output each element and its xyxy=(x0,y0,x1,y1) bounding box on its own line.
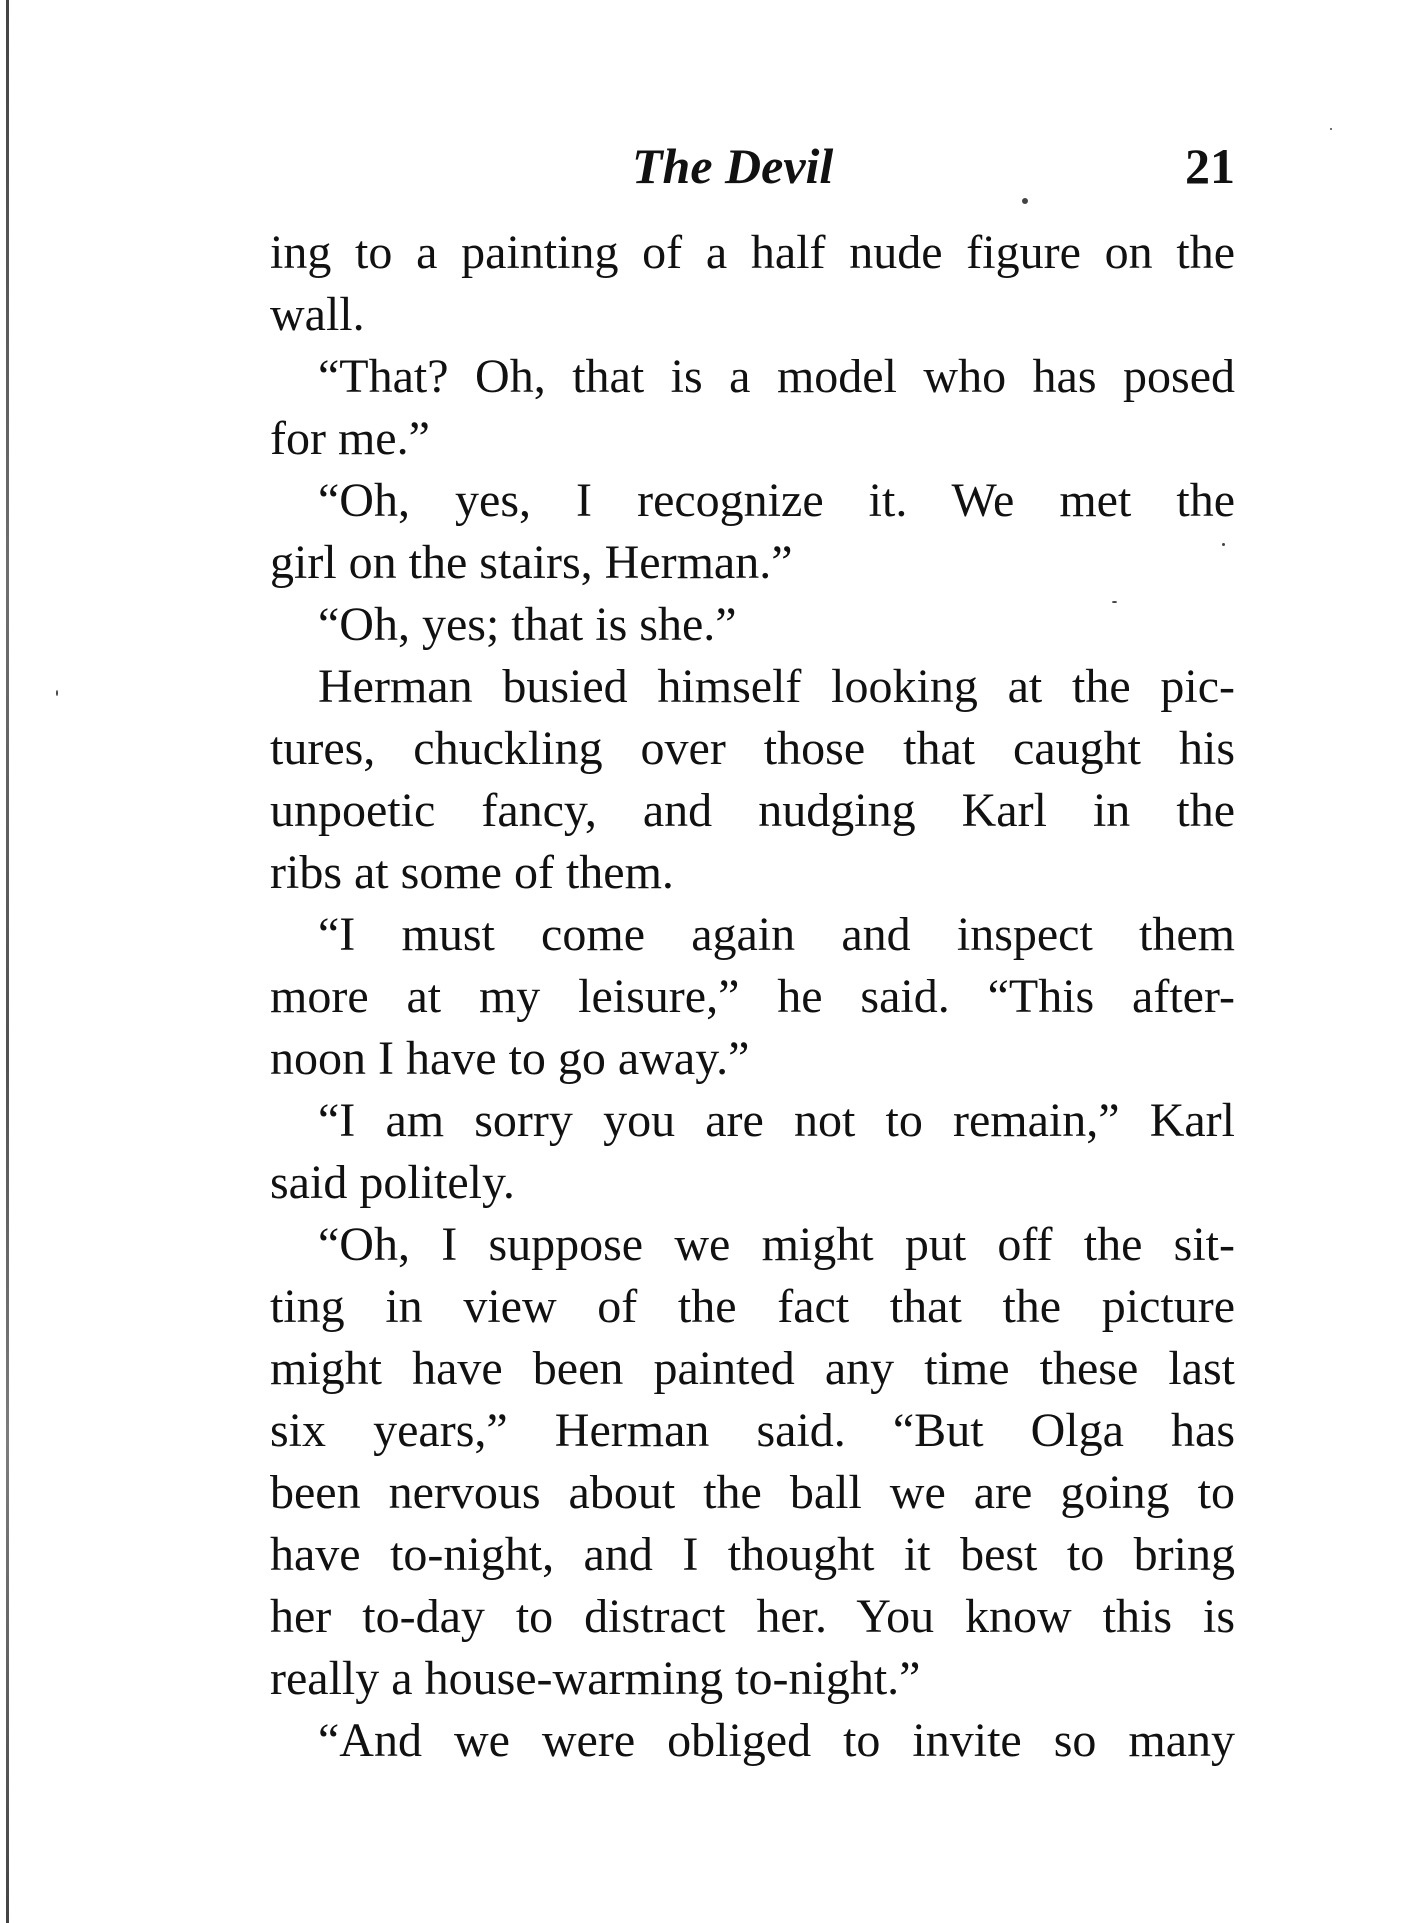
print-speck xyxy=(1022,198,1028,204)
text-line: said politely. xyxy=(270,1156,515,1209)
text-line: girl on the stairs, Herman.” xyxy=(270,536,793,589)
print-speck xyxy=(1222,543,1225,546)
text-line: “I am sorry you are not to remain,” Karl xyxy=(318,1094,1235,1147)
text-line: “Oh, yes, I recognize it. We met the xyxy=(318,474,1235,527)
text-line: unpoetic fancy, and nudging Karl in the xyxy=(270,784,1235,837)
text-line: ribs at some of them. xyxy=(270,846,674,899)
binding-edge xyxy=(6,0,9,1923)
text-line: more at my leisure,” he said. “This after- xyxy=(270,970,1235,1023)
text-line: tures, chuckling over those that caught his xyxy=(270,722,1235,775)
text-line: ing to a painting of a half nude figure on the xyxy=(270,226,1235,279)
body-text xyxy=(270,222,1235,1772)
text-line: ting in view of the fact that the picture xyxy=(270,1280,1235,1333)
text-line: been nervous about the ball we are going to xyxy=(270,1466,1235,1519)
print-speck xyxy=(1330,128,1332,130)
text-line: “And we were obliged to invite so many xyxy=(318,1714,1235,1767)
text-line: wall. xyxy=(270,288,365,341)
text-line: for me.” xyxy=(270,412,430,465)
page-number: 21 xyxy=(1185,138,1235,194)
print-speck xyxy=(56,690,58,696)
text-line: really a house-warming to-night.” xyxy=(270,1652,921,1705)
running-title: The Devil xyxy=(632,138,834,194)
text-line: “I must come again and inspect them xyxy=(318,908,1235,961)
text-line: Herman busied himself looking at the pic- xyxy=(318,660,1235,713)
text-line: “Oh, I suppose we might put off the sit- xyxy=(318,1218,1235,1271)
text-line: her to-day to distract her. You know this is xyxy=(270,1590,1235,1643)
text-line: might have been painted any time these last xyxy=(270,1342,1235,1395)
print-speck xyxy=(1112,601,1117,603)
text-line: “That? Oh, that is a model who has posed xyxy=(318,350,1235,403)
text-line: have to-night, and I thought it best to bring xyxy=(270,1528,1235,1581)
text-line: noon I have to go away.” xyxy=(270,1032,750,1085)
text-line: “Oh, yes; that is she.” xyxy=(318,598,737,651)
running-head xyxy=(270,136,1235,196)
text-line: six years,” Herman said. “But Olga has xyxy=(270,1404,1235,1457)
